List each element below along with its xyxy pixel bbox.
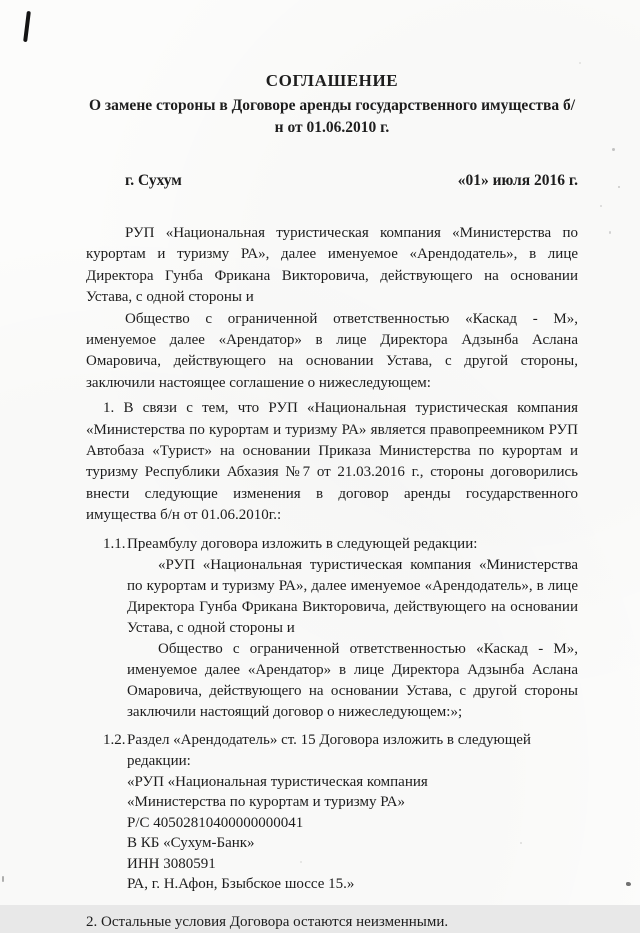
- document-subtitle: О замене стороны в Договоре аренды государственного имущества б/н от 01.06.2010 г.: [88, 97, 576, 136]
- clause-1-2-number: 1.2.: [103, 731, 126, 748]
- clause-1-1-paragraph-2: Общество с ограниченной ответственностью «Каскад - М», именуемое далее «Арендатор» в лице Директора Адзынба Аслана Омаровича, действующего на основании Устава, с другой стороны заключили настоящий договор о нижеследующем:»;: [127, 640, 578, 720]
- requisites-line-inn: ИНН 3080591: [127, 855, 216, 872]
- requisites-line-address: РА, г. Н.Афон, Бзыбское шоссе 15.»: [127, 876, 355, 893]
- document-title: СОГЛАШЕНИЕ: [265, 71, 399, 90]
- scan-speck: [618, 186, 620, 188]
- section-1-text: В связи с тем, что РУП «Национальная туристическая компания «Министерства по курортам и туризму РА» является правопреемником РУП Автобаза «Турист» на основании Приказа Министерства по курортам и туризму Республики Абхазия №7 от 21.03.2016 г., стороны договорились внести следующие изменения в договор аренды государственного имущества б/н от 01.06.2010г.:: [86, 400, 578, 524]
- clause-1-1-intro: Преамбулу договора изложить в следующей редакции:: [127, 535, 478, 552]
- section-1-number: 1.: [103, 400, 115, 417]
- clause-1-1-number: 1.1.: [103, 535, 126, 552]
- scan-speck: [612, 148, 615, 151]
- section-2-number: 2.: [86, 913, 98, 930]
- date-label: «01» июля 2016 г.: [457, 172, 578, 189]
- clause-1-1-paragraph-1: «РУП «Национальная туристическая компания «Министерства по курортам и туризму РА», далее именуемое «Арендодатель», в лице Директора Гунба Фрикана Викторовича, действующего на основании Устава, с одной стороны и: [127, 556, 578, 636]
- preamble-paragraph-lessee: Общество с ограниченной ответственностью «Каскад - М», именуемое далее «Арендатор» в лице Директора Адзынба Аслана Омаровича, действующего на основании Устава, с другой стороны, заключили настоящее соглашение о нижеследующем:: [86, 310, 578, 391]
- place-label: г. Сухум: [125, 172, 182, 189]
- section-2-paragraph: [86, 912, 578, 933]
- section-2-text: Остальные условия Договора остаются неизменными.: [101, 913, 449, 930]
- scan-speck: [2, 876, 4, 882]
- scan-speck: [579, 62, 581, 64]
- requisites-line-ministry: «Министерства по курортам и туризму РА»: [127, 794, 405, 811]
- dateline: [86, 171, 578, 191]
- scan-speck: [626, 882, 631, 886]
- preamble-paragraph-lessor: РУП «Национальная туристическая компания «Министерства по курортам и туризму РА», далее именуемое «Арендодатель», в лице Директора Гунба Фрикана Викторовича, действующего на основании Устава, с одной стороны и: [86, 225, 578, 306]
- requisites-line-account: Р/С 40502810400000000041: [127, 814, 304, 831]
- requisites-line-company: «РУП «Национальная туристическая компания: [127, 773, 428, 790]
- clause-1-2-intro: Раздел «Арендодатель» ст. 15 Договора изложить в следующей редакции:: [127, 731, 531, 769]
- requisites-line-bank: В КБ «Сухум-Банк»: [127, 835, 255, 852]
- clause-1-2: [103, 730, 578, 895]
- scan-speck: [609, 231, 611, 234]
- scan-speck: [600, 205, 602, 207]
- clause-1-1: [103, 534, 578, 723]
- section-1-paragraph: [86, 398, 578, 526]
